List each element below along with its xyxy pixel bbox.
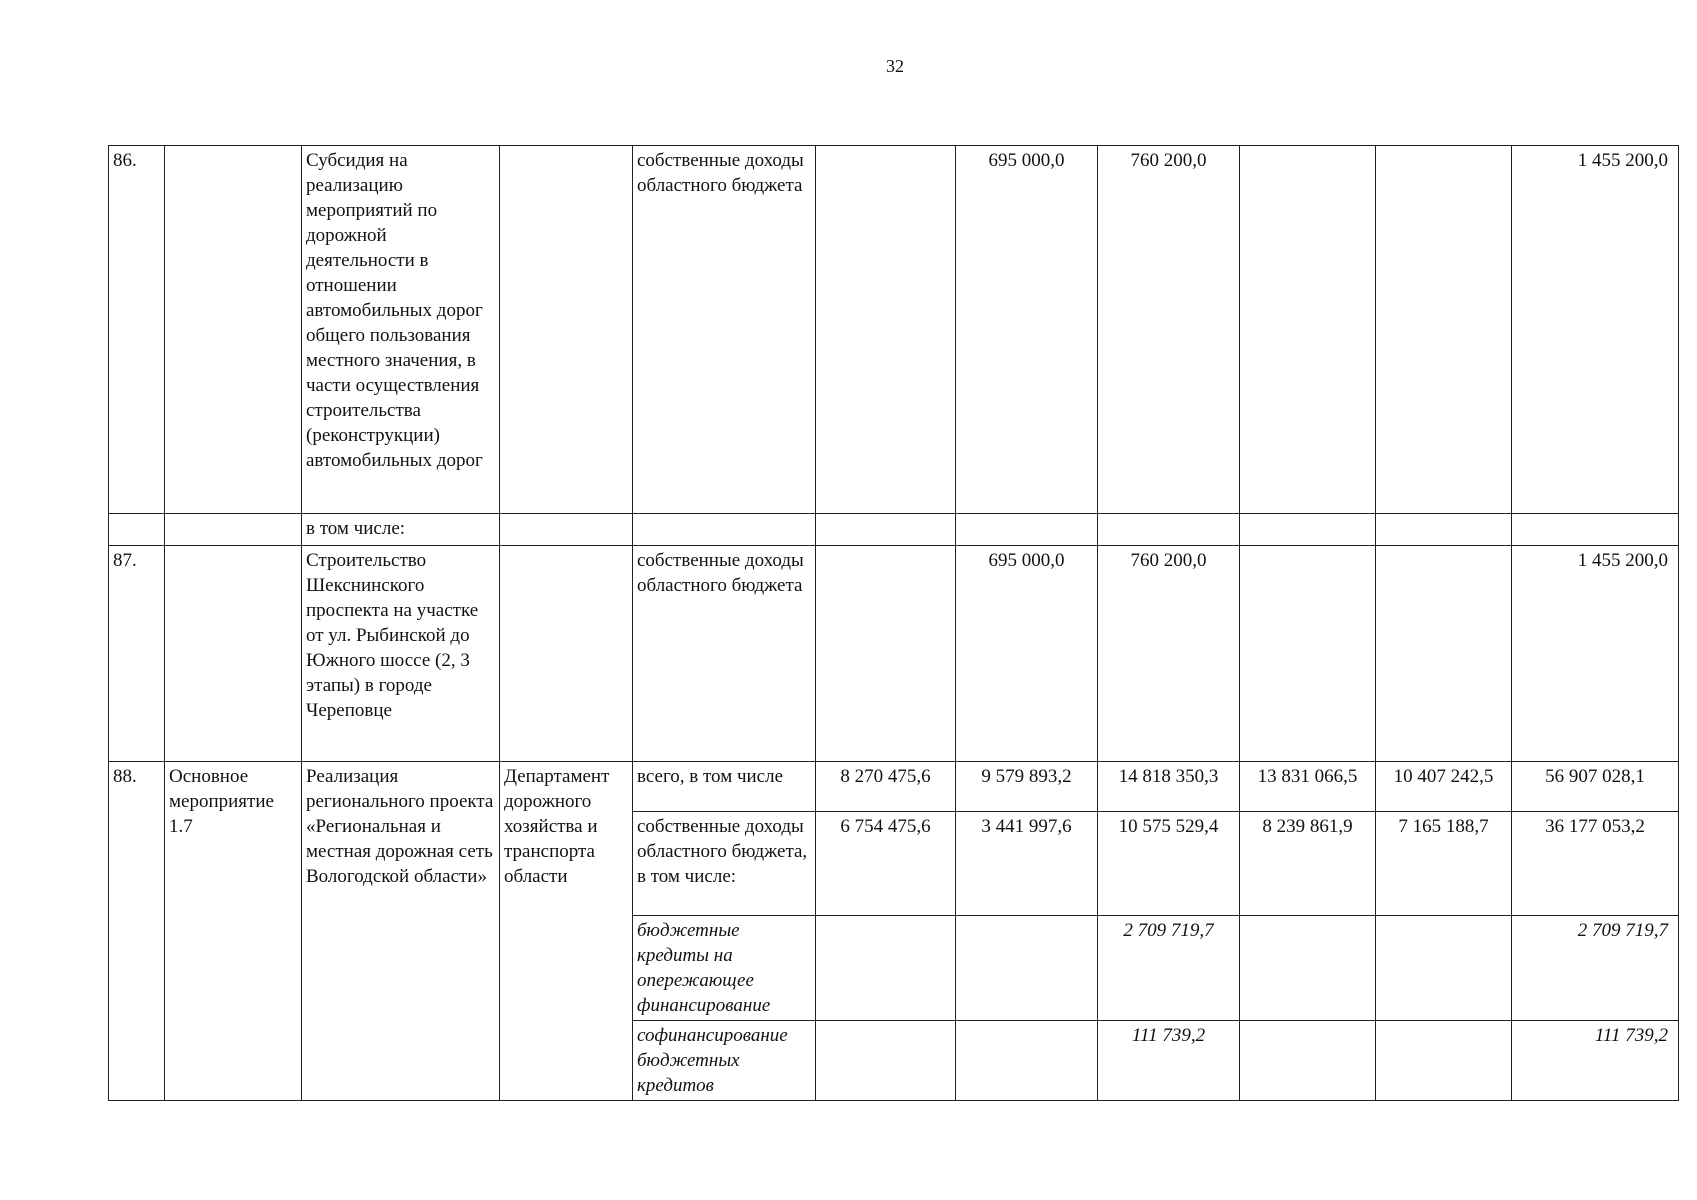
table-row-87	[109, 546, 1679, 762]
value-cell: 9 579 893,2	[956, 762, 1098, 812]
value-cell	[816, 1021, 956, 1101]
table-row-86	[109, 146, 1679, 514]
value-cell	[816, 146, 956, 514]
status-cell	[165, 514, 302, 546]
value-cell: 10 407 242,5	[1376, 762, 1512, 812]
status-cell	[165, 546, 302, 762]
value-cell: 7 165 188,7	[1376, 812, 1512, 916]
funding-source: собственные доходы областного бюджета	[633, 546, 816, 762]
value-cell	[1240, 916, 1376, 1021]
value-cell	[956, 916, 1098, 1021]
value-cell	[1376, 146, 1512, 514]
total-cell: 56 907 028,1	[1512, 762, 1679, 812]
value-cell	[1376, 514, 1512, 546]
executor-cell	[500, 514, 633, 546]
table-row-88	[109, 762, 1679, 812]
value-cell: 14 818 350,3	[1098, 762, 1240, 812]
value-cell	[1240, 514, 1376, 546]
total-cell: 36 177 053,2	[1512, 812, 1679, 916]
table-row-including	[109, 514, 1679, 546]
value-cell	[956, 1021, 1098, 1101]
status-cell	[165, 146, 302, 514]
total-cell: 111 739,2	[1512, 1021, 1679, 1101]
value-cell	[1240, 1021, 1376, 1101]
total-cell	[1512, 514, 1679, 546]
value-cell: 760 200,0	[1098, 546, 1240, 762]
row-number: 87.	[109, 546, 165, 762]
row-number: 86.	[109, 146, 165, 514]
value-cell: 8 239 861,9	[1240, 812, 1376, 916]
value-cell: 3 441 997,6	[956, 812, 1098, 916]
value-cell	[1376, 546, 1512, 762]
item-name: Субсидия на реализацию мероприятий по дорожной деятельности в отношении автомобильных дорог общего пользования местного значения, в части осуществления строительства (реконструкции) автомобильных дорог	[302, 146, 500, 514]
funding-source: бюджетные кредиты на опережающее финансирование	[633, 916, 816, 1021]
value-cell: 6 754 475,6	[816, 812, 956, 916]
value-cell	[816, 916, 956, 1021]
row-number	[109, 514, 165, 546]
total-cell: 2 709 719,7	[1512, 916, 1679, 1021]
value-cell	[1240, 546, 1376, 762]
value-cell: 760 200,0	[1098, 146, 1240, 514]
value-cell	[816, 546, 956, 762]
value-cell	[816, 514, 956, 546]
funding-source: собственные доходы областного бюджета, в том числе:	[633, 812, 816, 916]
funding-source: собственные доходы областного бюджета	[633, 146, 816, 514]
item-name: Реализация регионального проекта «Региональная и местная дорожная сеть Вологодской области»	[302, 762, 500, 1101]
value-cell: 111 739,2	[1098, 1021, 1240, 1101]
value-cell: 8 270 475,6	[816, 762, 956, 812]
executor-cell	[500, 146, 633, 514]
total-cell: 1 455 200,0	[1512, 546, 1679, 762]
value-cell	[1240, 146, 1376, 514]
total-cell: 1 455 200,0	[1512, 146, 1679, 514]
row-number: 88.	[109, 762, 165, 1101]
executor-cell: Департамент дорожного хозяйства и транспорта области	[500, 762, 633, 1101]
value-cell	[956, 514, 1098, 546]
value-cell: 10 575 529,4	[1098, 812, 1240, 916]
value-cell	[1098, 514, 1240, 546]
page-number: 32	[886, 56, 904, 76]
item-name: Строительство Шекснинского проспекта на участке от ул. Рыбинской до Южного шоссе (2, 3 этапы) в городе Череповце	[302, 546, 500, 762]
value-cell	[1376, 916, 1512, 1021]
status-cell: Основное мероприятие 1.7	[165, 762, 302, 1101]
value-cell: 13 831 066,5	[1240, 762, 1376, 812]
funding-source: софинансирование бюджетных кредитов	[633, 1021, 816, 1101]
value-cell: 695 000,0	[956, 146, 1098, 514]
budget-table	[108, 145, 1679, 1101]
value-cell: 695 000,0	[956, 546, 1098, 762]
value-cell	[1376, 1021, 1512, 1101]
funding-source: всего, в том числе	[633, 762, 816, 812]
value-cell: 2 709 719,7	[1098, 916, 1240, 1021]
executor-cell	[500, 546, 633, 762]
including-label: в том числе:	[302, 514, 500, 546]
funding-source	[633, 514, 816, 546]
